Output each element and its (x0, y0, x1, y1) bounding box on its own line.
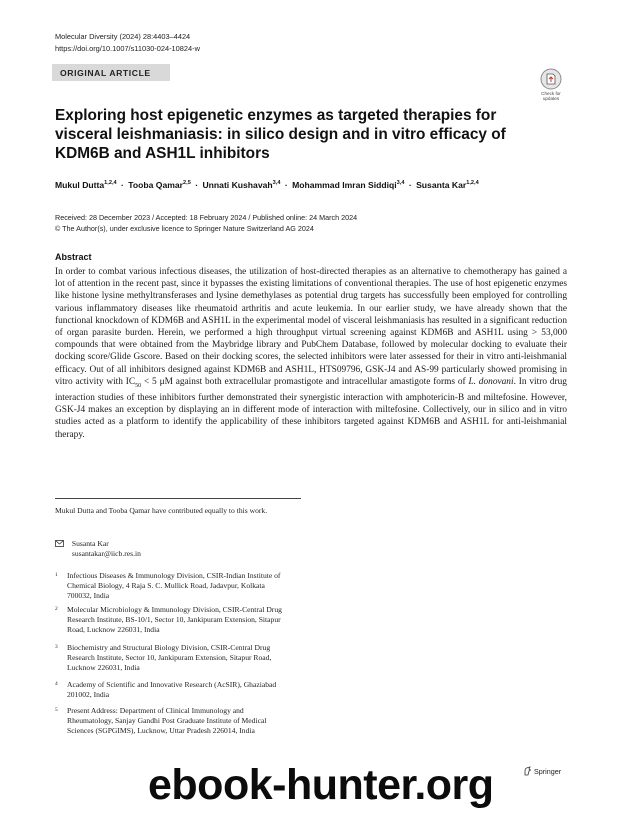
corresponding-author (55, 539, 141, 559)
abstract-heading: Abstract (55, 252, 92, 262)
author-separator: · (118, 180, 127, 190)
affiliation-3 (55, 643, 295, 673)
author-separator: · (406, 180, 415, 190)
affiliation-number: 2 (55, 606, 58, 612)
author-affiliation-marker: 3,4 (272, 180, 281, 187)
abstract-text-3: . In vitro drug interaction studies of these inhibitors further demonstrated their synergistic interaction with amphotericin-B and miltefosine. However, GSK-J4 makes an exception by displaying an in different mode of interaction with miltefosine. Collectively, our in silico and in vitro studies acted as a platform to identify the applicability of these inhibitors targeted against KDM6B and ASH1L for anti-leishmanial therapy. (55, 376, 567, 440)
abstract-text-1: In order to combat various infectious diseases, the utilization of host-directed therapies as an alternative to chemotherapy has gained a lot of attention in the recent past, since it bypasses the existing limitations of conventional therapies. The use of host epigenetic enzymes like histone lysine methyltransferases and lysine demethylases as potential drug targets has successfully been employed for controlling various inflammatory diseases like rheumatoid arthritis and acute leukemia. In our earlier study, we have already shown that the functional knockdown of KDM6B and ASH1L in the experimental model of visceral leishmaniasis has resulted in a significant reduction of organ parasite burden. Herein, we performed a high throughput virtual screening against KDM6B and ASH1L using > 53,000 compounds that were obtained from the Maybridge library and PubChem Database, followed by molecular docking to evaluate their docking score/Glide Gscore. Based on their docking scores, the selected inhibitors were later assessed for their in vitro anti-leishmanial efficacy. Out of all inhibitors designed against KDM6B and ASH1L, HTS09796, GSK-J4 and AS-99 particularly showed promising in vitro activity with IC (55, 267, 567, 387)
affiliation-text: Molecular Microbiology & Immunology Division, CSIR-Central Drug Research Institute, BS-10/1, Sector 10, Jankipuram Extension, Sitapur Road, Lucknow 226031, India (67, 605, 282, 634)
author-name[interactable]: Mohammad Imran Siddiqi (292, 180, 397, 190)
abstract-text-2: < 5 μM against both extracellular promastigote and intracellular amastigote forms of (141, 376, 469, 387)
affiliation-number: 5 (55, 707, 58, 713)
affiliation-4 (55, 680, 295, 700)
watermark-text: ebook-hunter.org (148, 761, 494, 809)
affiliation-text: Present Address: Department of Clinical Immunology and Rheumatology, Sanjay Gandhi Post Graduate Institute of Medical Sciences (SGPGIMS), Lucknow, Uttar Pradesh 226014, India (67, 706, 267, 735)
author-affiliation-marker: 1,2,4 (466, 180, 479, 187)
journal-header (55, 31, 200, 54)
ic50-subscript: 50 (135, 382, 142, 389)
affiliation-text: Biochemistry and Structural Biology Division, CSIR-Central Drug Research Institute, Sector 10, Jankipuram Extension, Sitapur Road, Lucknow 226031, India (67, 643, 272, 672)
publication-dates (55, 213, 357, 234)
copyright-line: © The Author(s), under exclusive licence to Springer Nature Switzerland AG 2024 (55, 223, 314, 233)
author-name[interactable]: Tooba Qamar (128, 180, 184, 190)
affiliation-text: Infectious Diseases & Immunology Division, CSIR-Indian Institute of Chemical Biology, 4 Raja S. C. Mullick Road, Jadavpur, Kolkata 700032, India (67, 571, 281, 600)
affiliation-text: Academy of Scientific and Innovative Research (AcSIR), Ghaziabad 201002, India (67, 680, 277, 699)
affiliation-5 (55, 706, 295, 736)
corresponding-author-email[interactable]: susantakar@iicb.res.in (71, 549, 141, 558)
article-type-banner (52, 64, 170, 81)
footnote-divider (55, 498, 301, 499)
author-list (55, 180, 575, 190)
publication-history: Received: 28 December 2023 / Accepted: 18 February 2024 / Published online: 24 March 2024 (55, 213, 358, 222)
doi-link[interactable]: https://doi.org/10.1007/s11030-024-10824-w (55, 43, 200, 53)
affiliation-number: 1 (55, 572, 58, 578)
equal-contribution-note: Mukul Dutta and Tooba Qamar have contributed equally to this work. (55, 506, 268, 515)
author-affiliation-marker: 3,4 (396, 180, 405, 187)
affiliation-number: 4 (55, 681, 58, 687)
author-name[interactable]: Unnati Kushavah (202, 180, 273, 190)
species-name: L. donovani (468, 376, 514, 387)
corresponding-author-name: Susanta Kar (71, 539, 109, 548)
paper-title: Exploring host epigenetic enzymes as targeted therapies for visceral leishmaniasis: in silico design and in vitro efficacy of KDM6B and ASH1L inhibitors (55, 107, 506, 162)
envelope-icon (55, 540, 64, 550)
springer-horse-icon (523, 766, 532, 776)
affiliation-2 (55, 605, 295, 635)
publisher-mark (523, 766, 561, 776)
journal-citation: Molecular Diversity (2024) 28:4403–4424 (55, 32, 191, 41)
publisher-name: Springer (534, 766, 562, 776)
author-separator: · (282, 180, 291, 190)
check-updates-icon (540, 68, 562, 90)
affiliation-number: 3 (55, 644, 58, 650)
check-updates-label: Check for updates (541, 91, 561, 102)
author-name[interactable]: Susanta Kar (416, 180, 467, 190)
check-for-updates-badge[interactable] (536, 68, 566, 101)
author-name[interactable]: Mukul Dutta (55, 180, 105, 190)
author-affiliation-marker: 1,2,4 (104, 180, 117, 187)
author-separator: · (192, 180, 201, 190)
affiliation-1 (55, 571, 295, 601)
author-affiliation-marker: 2,5 (183, 180, 191, 187)
abstract-body (55, 266, 567, 441)
article-type-label: ORIGINAL ARTICLE (60, 67, 151, 78)
